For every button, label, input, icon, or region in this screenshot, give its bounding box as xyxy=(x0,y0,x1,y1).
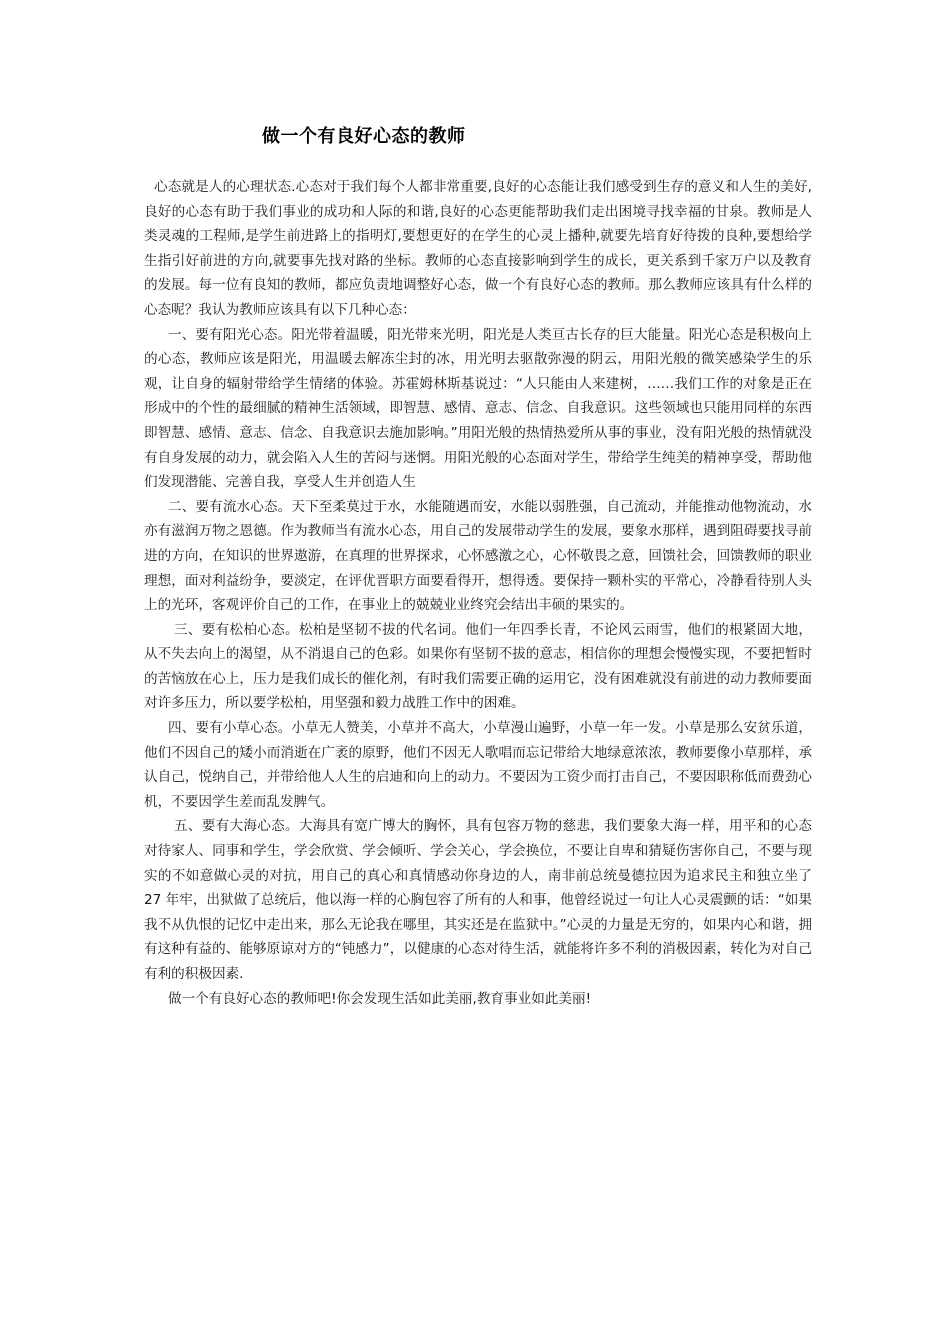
paragraph-pine: 三、要有松柏心态。松柏是坚韧不拔的代名词。他们一年四季长青，不论风云雨雪，他们的根紧固大地，从不失去向上的渴望，从不消退自己的色彩。如果你有坚韧不拔的意志，相信你的理想会慢慢实现，不要把暂时的苦恼放在心上，压力是我们成长的催化剂，有时我们需要正确的运用它，没有困难就没有前进的动力教师要面对许多压力，所以要学松柏，用坚强和毅力战胜工作中的困难。 xyxy=(144,621,812,712)
paragraph-conclusion: 做一个有良好心态的教师吧!你会发现生活如此美丽,教育事业如此美丽! xyxy=(168,990,592,1007)
paragraph-water: 二、要有流水心态。天下至柔莫过于水，水能随遇而安，水能以弱胜强，自己流动，并能推动他物流动，水亦有滋润万物之恩德。作为教师当有流水心态，用自己的发展带动学生的发展，要象水那样，遇到阻碍要找寻前进的方向，在知识的世界遨游，在真理的世界探求，心怀感激之心，心怀敬畏之意，回馈社会，回馈教师的职业理想，面对利益纷争，要淡定，在评优晋职方面要看得开，想得透。要保持一颗朴实的平常心，冷静看待别人头上的光环，客观评价自己的工作，在事业上的兢兢业业终究会结出丰硕的果实的。 xyxy=(144,498,812,614)
paragraph-grass: 四、要有小草心态。小草无人赞美，小草并不高大，小草漫山遍野，小草一年一发。小草是那么安贫乐道，他们不因自己的矮小而消逝在广袤的原野，他们不因无人歌唱而忘记带给大地绿意浓浓，教师要像小草那样，承认自己，悦纳自己，并带给他人人生的启迪和向上的动力。不要因为工资少而打击自己，不要因职称低而费劲心机，不要因学生差而乱发脾气。 xyxy=(144,720,812,810)
document-body xyxy=(144,175,812,1011)
paragraph-intro: 心态就是人的心理状态.心态对于我们每个人都非常重要,良好的心态能让我们感受到生存的意义和人生的美好,良好的心态有助于我们事业的成功和人际的和谐,良好的心态更能帮助我们走出困境寻找幸福的甘泉。教师是人类灵魂的工程师,是学生前进路上的指明灯,要想更好的在学生的心灵上播种,就要先培育好待拨的良种,要想给学生指引好前进的方向,就要事先找对路的坐标。教师的心态直接影响到学生的成长，更关系到千家万户以及教育的发展。每一位有良知的教师，都应负责地调整好心态，做一个有良好心态的教师。那么教师应该具有什么样的心态呢？我认为教师应该具有以下几种心态： xyxy=(144,179,812,318)
paragraph-sea: 五、要有大海心态。大海具有宽广博大的胸怀，具有包容万物的慈悲，我们要象大海一样，用平和的心态对待家人、同事和学生，学会欣赏、学会倾听、学会关心，学会换位，不要让自卑和猜疑伤害你自己，不要与现实的不如意做心灵的对抗，用自己的真心和真情感动你身边的人，南非前总统曼德拉因为追求民主和独立坐了 27 年牢，出狱做了总统后，他以海一样的心胸包容了所有的人和事，他曾经说过一句让人心灵震颤的话：“如果我不从仇恨的记忆中走出来，那么无论我在哪里，其实还是在监狱中。”心灵的力量是无穷的，如果内心和谐，拥有这种有益的、能够原谅对方的“钝感力”，以健康的心态对待生活，就能将许多不利的消极因素，转化为对自己有利的积极因素. xyxy=(144,818,812,982)
document-title: 做一个有良好心态的教师 xyxy=(262,126,466,147)
paragraph-sunshine: 一、要有阳光心态。阳光带着温暖，阳光带来光明，阳光是人类亘古长存的巨大能量。阳光心态是积极向上的心态，教师应该是阳光，用温暖去解冻尘封的冰，用光明去驱散弥漫的阴云，用阳光般的微笑感染学生的乐观，让自身的辐射带给学生情绪的体验。苏霍姆林斯基说过：“人只能由人来建树，……我们工作的对象是正在形成中的个性的最细腻的精神生活领域，即智慧、感情、意志、信念、自我意识。这些领域也只能用同样的东西即智慧、感情、意志、信念、自我意识去施加影响。”用阳光般的热情热爱所从事的事业，没有阳光般的热情就没有自身发展的动力，就会陷入人生的苦闷与迷惘。用阳光般的心态面对学生，带给学生纯美的精神享受，帮助他们发现潜能、完善自我，享受人生并创造人生 xyxy=(144,326,812,491)
